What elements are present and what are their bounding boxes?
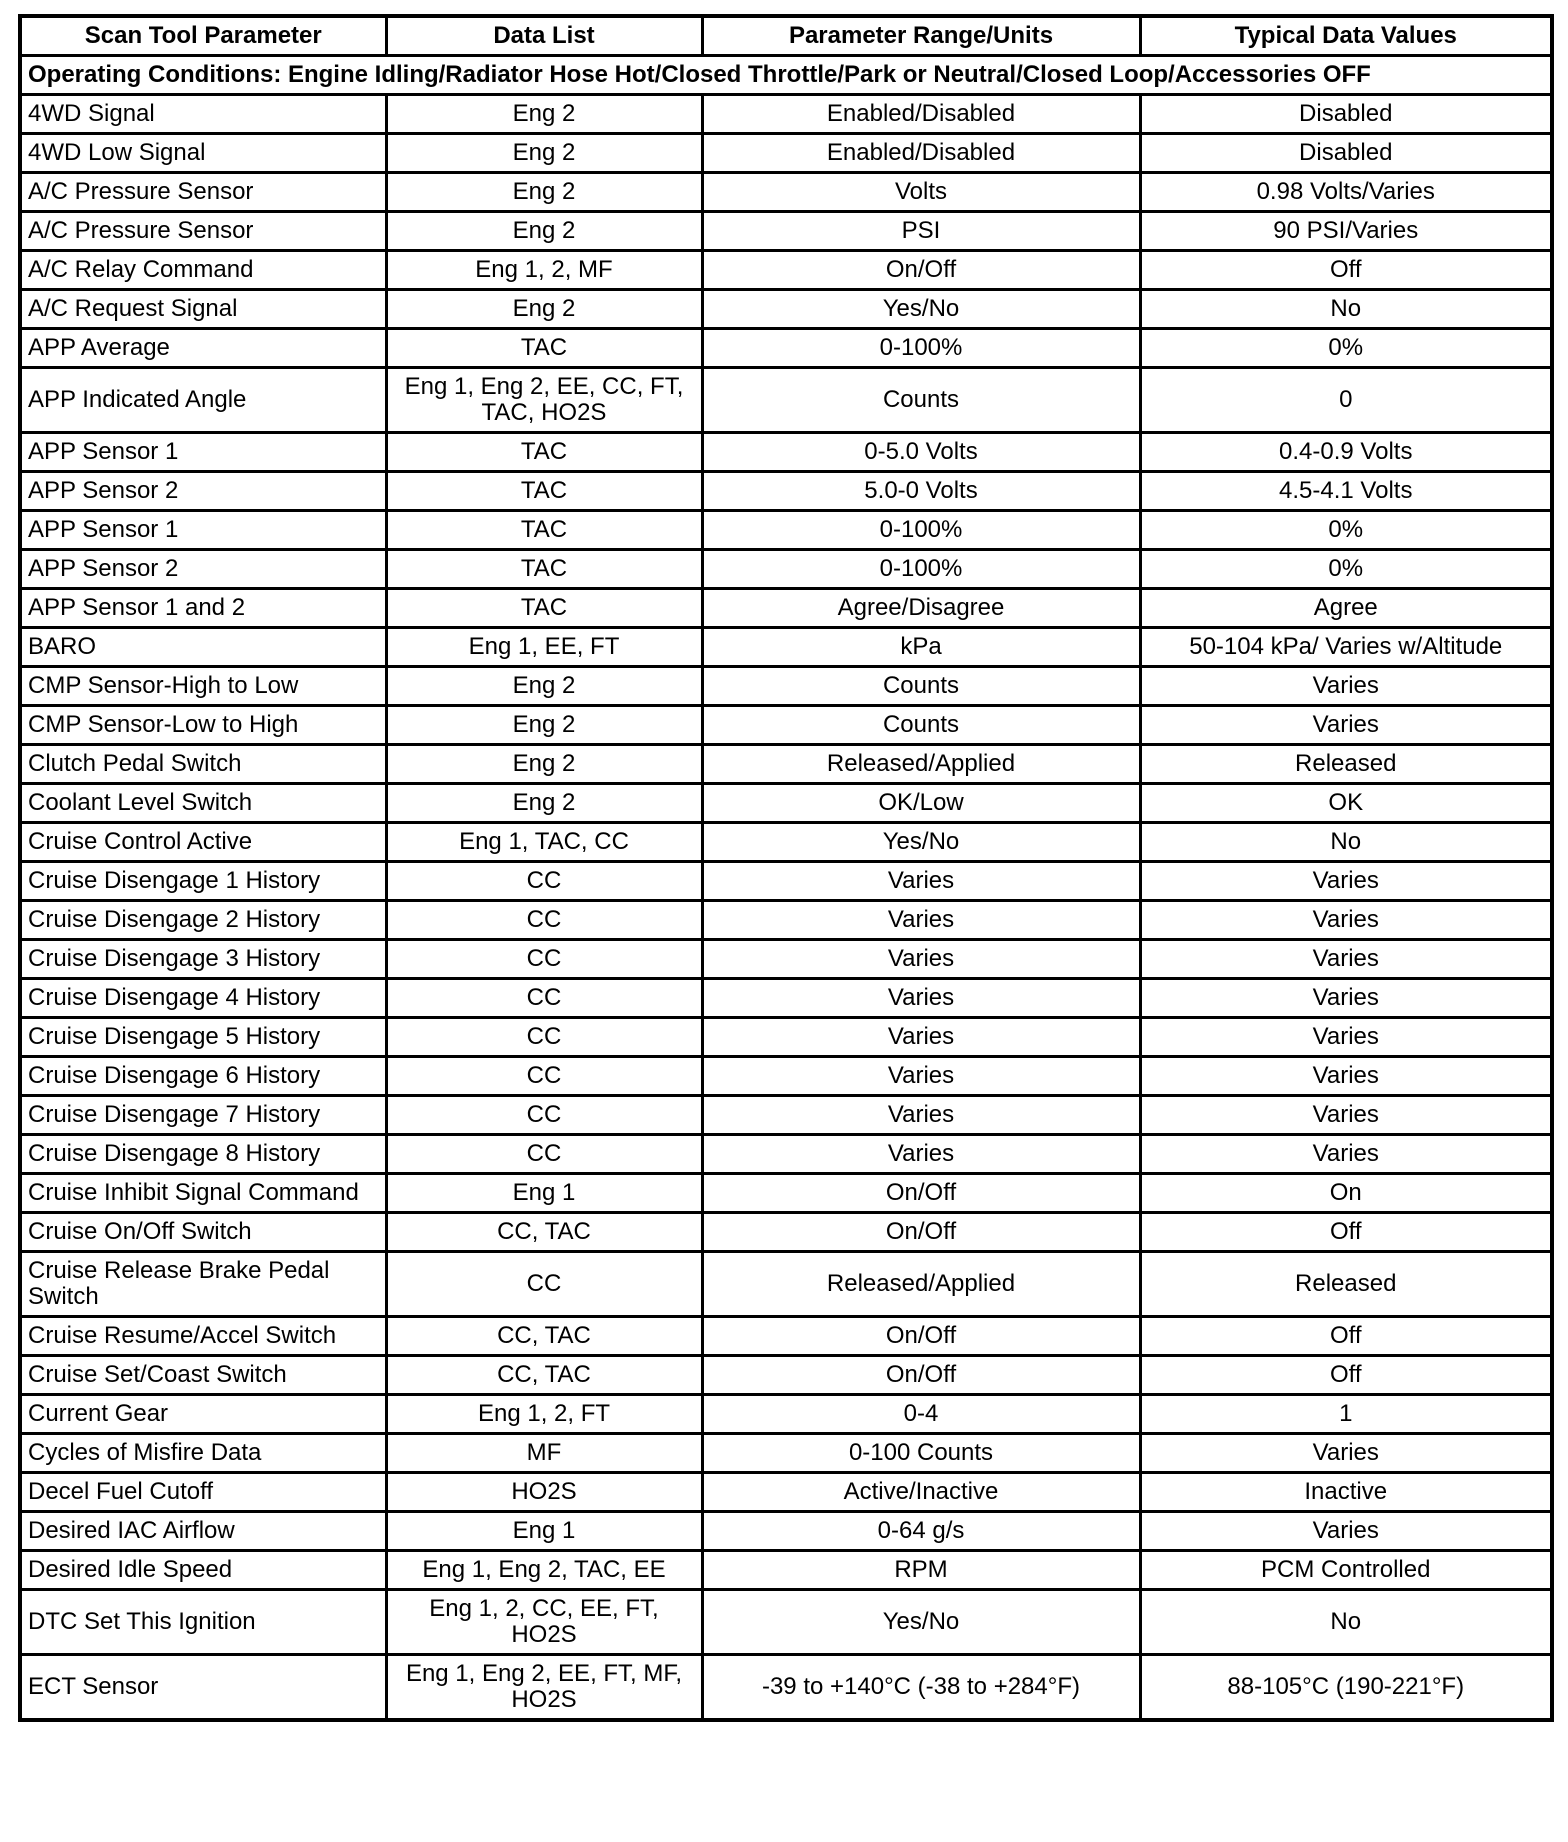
table-row <box>20 1135 1552 1174</box>
range-units-cell: 0-100% <box>702 329 1140 368</box>
range-units-cell: Yes/No <box>702 1590 1140 1655</box>
table-row <box>20 1317 1552 1356</box>
table-row <box>20 706 1552 745</box>
table-row <box>20 1174 1552 1213</box>
table-row <box>20 1252 1552 1317</box>
table-row <box>20 940 1552 979</box>
parameter-cell: A/C Relay Command <box>20 251 386 290</box>
parameter-cell: Cruise Disengage 4 History <box>20 979 386 1018</box>
header-row <box>20 16 1552 56</box>
data-list-cell: TAC <box>386 329 702 368</box>
data-list-cell: CC, TAC <box>386 1213 702 1252</box>
range-units-cell: 0-4 <box>702 1395 1140 1434</box>
data-list-cell: CC <box>386 862 702 901</box>
typical-value-cell: Disabled <box>1140 95 1552 134</box>
table-row <box>20 251 1552 290</box>
parameter-cell: Cruise Disengage 5 History <box>20 1018 386 1057</box>
table-row <box>20 290 1552 329</box>
table-row <box>20 1551 1552 1590</box>
typical-value-cell: 0% <box>1140 550 1552 589</box>
data-list-cell: CC, TAC <box>386 1356 702 1395</box>
table-row <box>20 784 1552 823</box>
range-units-cell: Released/Applied <box>702 1252 1140 1317</box>
data-list-cell: TAC <box>386 589 702 628</box>
table-row <box>20 173 1552 212</box>
table-row <box>20 1213 1552 1252</box>
typical-value-cell: OK <box>1140 784 1552 823</box>
range-units-cell: Varies <box>702 940 1140 979</box>
range-units-cell: Varies <box>702 1135 1140 1174</box>
typical-value-cell: Released <box>1140 1252 1552 1317</box>
data-list-cell: Eng 2 <box>386 290 702 329</box>
parameter-cell: Cruise Control Active <box>20 823 386 862</box>
data-list-cell: Eng 1, 2, CC, EE, FT, HO2S <box>386 1590 702 1655</box>
data-list-cell: Eng 1, TAC, CC <box>386 823 702 862</box>
table-row <box>20 1473 1552 1512</box>
table-row <box>20 1356 1552 1395</box>
parameter-cell: Desired IAC Airflow <box>20 1512 386 1551</box>
range-units-cell: Yes/No <box>702 823 1140 862</box>
table-row <box>20 472 1552 511</box>
data-list-cell: Eng 1 <box>386 1512 702 1551</box>
parameter-cell: Cruise Disengage 3 History <box>20 940 386 979</box>
range-units-cell: Enabled/Disabled <box>702 95 1140 134</box>
scan-tool-data-table <box>18 14 1554 1722</box>
typical-value-cell: No <box>1140 290 1552 329</box>
typical-value-cell: Off <box>1140 1356 1552 1395</box>
data-list-cell: HO2S <box>386 1473 702 1512</box>
parameter-cell: Cruise Disengage 8 History <box>20 1135 386 1174</box>
data-list-cell: Eng 2 <box>386 784 702 823</box>
range-units-cell: Varies <box>702 901 1140 940</box>
typical-value-cell: Off <box>1140 1213 1552 1252</box>
parameter-cell: A/C Request Signal <box>20 290 386 329</box>
data-list-cell: TAC <box>386 511 702 550</box>
range-units-cell: Yes/No <box>702 290 1140 329</box>
table-row <box>20 550 1552 589</box>
parameter-cell: CMP Sensor-Low to High <box>20 706 386 745</box>
typical-value-cell: 90 PSI/Varies <box>1140 212 1552 251</box>
range-units-cell: Agree/Disagree <box>702 589 1140 628</box>
range-units-cell: On/Off <box>702 1174 1140 1213</box>
table-row <box>20 901 1552 940</box>
typical-value-cell: 0.4-0.9 Volts <box>1140 433 1552 472</box>
parameter-cell: Current Gear <box>20 1395 386 1434</box>
typical-value-cell: On <box>1140 1174 1552 1213</box>
range-units-cell: Varies <box>702 1057 1140 1096</box>
typical-value-cell: Off <box>1140 251 1552 290</box>
range-units-cell: Enabled/Disabled <box>702 134 1140 173</box>
range-units-cell: Active/Inactive <box>702 1473 1140 1512</box>
typical-value-cell: Varies <box>1140 901 1552 940</box>
parameter-cell: Cruise On/Off Switch <box>20 1213 386 1252</box>
range-units-cell: On/Off <box>702 1356 1140 1395</box>
data-list-cell: TAC <box>386 433 702 472</box>
header-data-list: Data List <box>386 16 702 56</box>
typical-value-cell: Inactive <box>1140 1473 1552 1512</box>
parameter-cell: Cruise Disengage 1 History <box>20 862 386 901</box>
table-row <box>20 628 1552 667</box>
typical-value-cell: Agree <box>1140 589 1552 628</box>
table-row <box>20 1512 1552 1551</box>
typical-value-cell: No <box>1140 823 1552 862</box>
data-list-cell: Eng 2 <box>386 745 702 784</box>
typical-value-cell: Varies <box>1140 667 1552 706</box>
range-units-cell: 0-100 Counts <box>702 1434 1140 1473</box>
table-row <box>20 589 1552 628</box>
data-list-cell: TAC <box>386 550 702 589</box>
data-list-cell: Eng 2 <box>386 134 702 173</box>
data-list-cell: CC <box>386 940 702 979</box>
typical-value-cell: 0.98 Volts/Varies <box>1140 173 1552 212</box>
table-row <box>20 1057 1552 1096</box>
parameter-cell: APP Average <box>20 329 386 368</box>
parameter-cell: Cruise Inhibit Signal Command <box>20 1174 386 1213</box>
range-units-cell: Released/Applied <box>702 745 1140 784</box>
range-units-cell: kPa <box>702 628 1140 667</box>
operating-conditions-row <box>20 56 1552 95</box>
data-list-cell: Eng 2 <box>386 173 702 212</box>
data-list-cell: Eng 1, Eng 2, EE, CC, FT, TAC, HO2S <box>386 368 702 433</box>
parameter-cell: CMP Sensor-High to Low <box>20 667 386 706</box>
parameter-cell: Cruise Release Brake Pedal Switch <box>20 1252 386 1317</box>
header-scan-tool-parameter: Scan Tool Parameter <box>20 16 386 56</box>
typical-value-cell: 88-105°C (190-221°F) <box>1140 1655 1552 1721</box>
data-list-cell: CC <box>386 979 702 1018</box>
typical-value-cell: 50-104 kPa/ Varies w/Altitude <box>1140 628 1552 667</box>
parameter-cell: A/C Pressure Sensor <box>20 173 386 212</box>
parameter-cell: Cruise Disengage 2 History <box>20 901 386 940</box>
typical-value-cell: Disabled <box>1140 134 1552 173</box>
parameter-cell: Cruise Disengage 6 History <box>20 1057 386 1096</box>
parameter-cell: Desired Idle Speed <box>20 1551 386 1590</box>
range-units-cell: 0-64 g/s <box>702 1512 1140 1551</box>
typical-value-cell: Off <box>1140 1317 1552 1356</box>
table-row <box>20 511 1552 550</box>
typical-value-cell: Varies <box>1140 1434 1552 1473</box>
typical-value-cell: Varies <box>1140 1512 1552 1551</box>
data-list-cell: Eng 1, Eng 2, EE, FT, MF, HO2S <box>386 1655 702 1721</box>
parameter-cell: APP Indicated Angle <box>20 368 386 433</box>
data-list-cell: Eng 2 <box>386 706 702 745</box>
range-units-cell: Volts <box>702 173 1140 212</box>
range-units-cell: -39 to +140°C (-38 to +284°F) <box>702 1655 1140 1721</box>
typical-value-cell: 0% <box>1140 511 1552 550</box>
table-row <box>20 1590 1552 1655</box>
data-list-cell: CC <box>386 1096 702 1135</box>
range-units-cell: Varies <box>702 1018 1140 1057</box>
table-row <box>20 1018 1552 1057</box>
typical-value-cell: Varies <box>1140 862 1552 901</box>
data-list-cell: CC <box>386 1057 702 1096</box>
typical-value-cell: 0% <box>1140 329 1552 368</box>
header-typical-data-values: Typical Data Values <box>1140 16 1552 56</box>
range-units-cell: RPM <box>702 1551 1140 1590</box>
data-list-cell: Eng 1 <box>386 1174 702 1213</box>
typical-value-cell: Varies <box>1140 979 1552 1018</box>
parameter-cell: Cycles of Misfire Data <box>20 1434 386 1473</box>
typical-value-cell: Varies <box>1140 706 1552 745</box>
parameter-cell: A/C Pressure Sensor <box>20 212 386 251</box>
parameter-cell: Cruise Disengage 7 History <box>20 1096 386 1135</box>
range-units-cell: PSI <box>702 212 1140 251</box>
range-units-cell: Counts <box>702 706 1140 745</box>
parameter-cell: APP Sensor 1 <box>20 511 386 550</box>
parameter-cell: Decel Fuel Cutoff <box>20 1473 386 1512</box>
typical-value-cell: No <box>1140 1590 1552 1655</box>
table-row <box>20 979 1552 1018</box>
range-units-cell: OK/Low <box>702 784 1140 823</box>
table-row <box>20 1434 1552 1473</box>
parameter-cell: Cruise Set/Coast Switch <box>20 1356 386 1395</box>
data-list-cell: CC <box>386 1018 702 1057</box>
data-list-cell: Eng 1, 2, FT <box>386 1395 702 1434</box>
range-units-cell: 0-100% <box>702 511 1140 550</box>
parameter-cell: APP Sensor 2 <box>20 472 386 511</box>
table-row <box>20 862 1552 901</box>
typical-value-cell: Varies <box>1140 1135 1552 1174</box>
table-row <box>20 1096 1552 1135</box>
typical-value-cell: 4.5-4.1 Volts <box>1140 472 1552 511</box>
range-units-cell: 0-5.0 Volts <box>702 433 1140 472</box>
range-units-cell: Varies <box>702 979 1140 1018</box>
table-row <box>20 95 1552 134</box>
range-units-cell: 5.0-0 Volts <box>702 472 1140 511</box>
data-list-cell: Eng 1, EE, FT <box>386 628 702 667</box>
data-list-cell: CC <box>386 1252 702 1317</box>
range-units-cell: Varies <box>702 1096 1140 1135</box>
range-units-cell: Varies <box>702 862 1140 901</box>
typical-value-cell: 1 <box>1140 1395 1552 1434</box>
table-row <box>20 433 1552 472</box>
range-units-cell: On/Off <box>702 251 1140 290</box>
typical-value-cell: Varies <box>1140 1096 1552 1135</box>
table-row <box>20 329 1552 368</box>
typical-value-cell: Released <box>1140 745 1552 784</box>
data-list-cell: CC <box>386 901 702 940</box>
parameter-cell: APP Sensor 2 <box>20 550 386 589</box>
table-row <box>20 745 1552 784</box>
typical-value-cell: Varies <box>1140 1018 1552 1057</box>
table-row <box>20 212 1552 251</box>
parameter-cell: ECT Sensor <box>20 1655 386 1721</box>
range-units-cell: On/Off <box>702 1213 1140 1252</box>
range-units-cell: Counts <box>702 368 1140 433</box>
table-row <box>20 134 1552 173</box>
parameter-cell: DTC Set This Ignition <box>20 1590 386 1655</box>
typical-value-cell: 0 <box>1140 368 1552 433</box>
parameter-cell: APP Sensor 1 and 2 <box>20 589 386 628</box>
parameter-cell: Clutch Pedal Switch <box>20 745 386 784</box>
parameter-cell: Cruise Resume/Accel Switch <box>20 1317 386 1356</box>
typical-value-cell: Varies <box>1140 940 1552 979</box>
parameter-cell: 4WD Signal <box>20 95 386 134</box>
table-row <box>20 667 1552 706</box>
table-row <box>20 823 1552 862</box>
parameter-cell: APP Sensor 1 <box>20 433 386 472</box>
range-units-cell: On/Off <box>702 1317 1140 1356</box>
data-list-cell: MF <box>386 1434 702 1473</box>
table-row <box>20 368 1552 433</box>
data-list-cell: Eng 2 <box>386 667 702 706</box>
typical-value-cell: Varies <box>1140 1057 1552 1096</box>
data-list-cell: CC, TAC <box>386 1317 702 1356</box>
parameter-cell: Coolant Level Switch <box>20 784 386 823</box>
data-list-cell: Eng 1, 2, MF <box>386 251 702 290</box>
table-row <box>20 1395 1552 1434</box>
data-list-cell: CC <box>386 1135 702 1174</box>
range-units-cell: 0-100% <box>702 550 1140 589</box>
table-row <box>20 1655 1552 1721</box>
typical-value-cell: PCM Controlled <box>1140 1551 1552 1590</box>
operating-conditions: Operating Conditions: Engine Idling/Radiator Hose Hot/Closed Throttle/Park or Neutral/Closed Loop/Accessories OFF <box>20 56 1552 95</box>
parameter-cell: 4WD Low Signal <box>20 134 386 173</box>
header-parameter-range-units: Parameter Range/Units <box>702 16 1140 56</box>
data-list-cell: Eng 2 <box>386 212 702 251</box>
data-list-cell: Eng 1, Eng 2, TAC, EE <box>386 1551 702 1590</box>
parameter-cell: BARO <box>20 628 386 667</box>
range-units-cell: Counts <box>702 667 1140 706</box>
data-list-cell: Eng 2 <box>386 95 702 134</box>
data-list-cell: TAC <box>386 472 702 511</box>
